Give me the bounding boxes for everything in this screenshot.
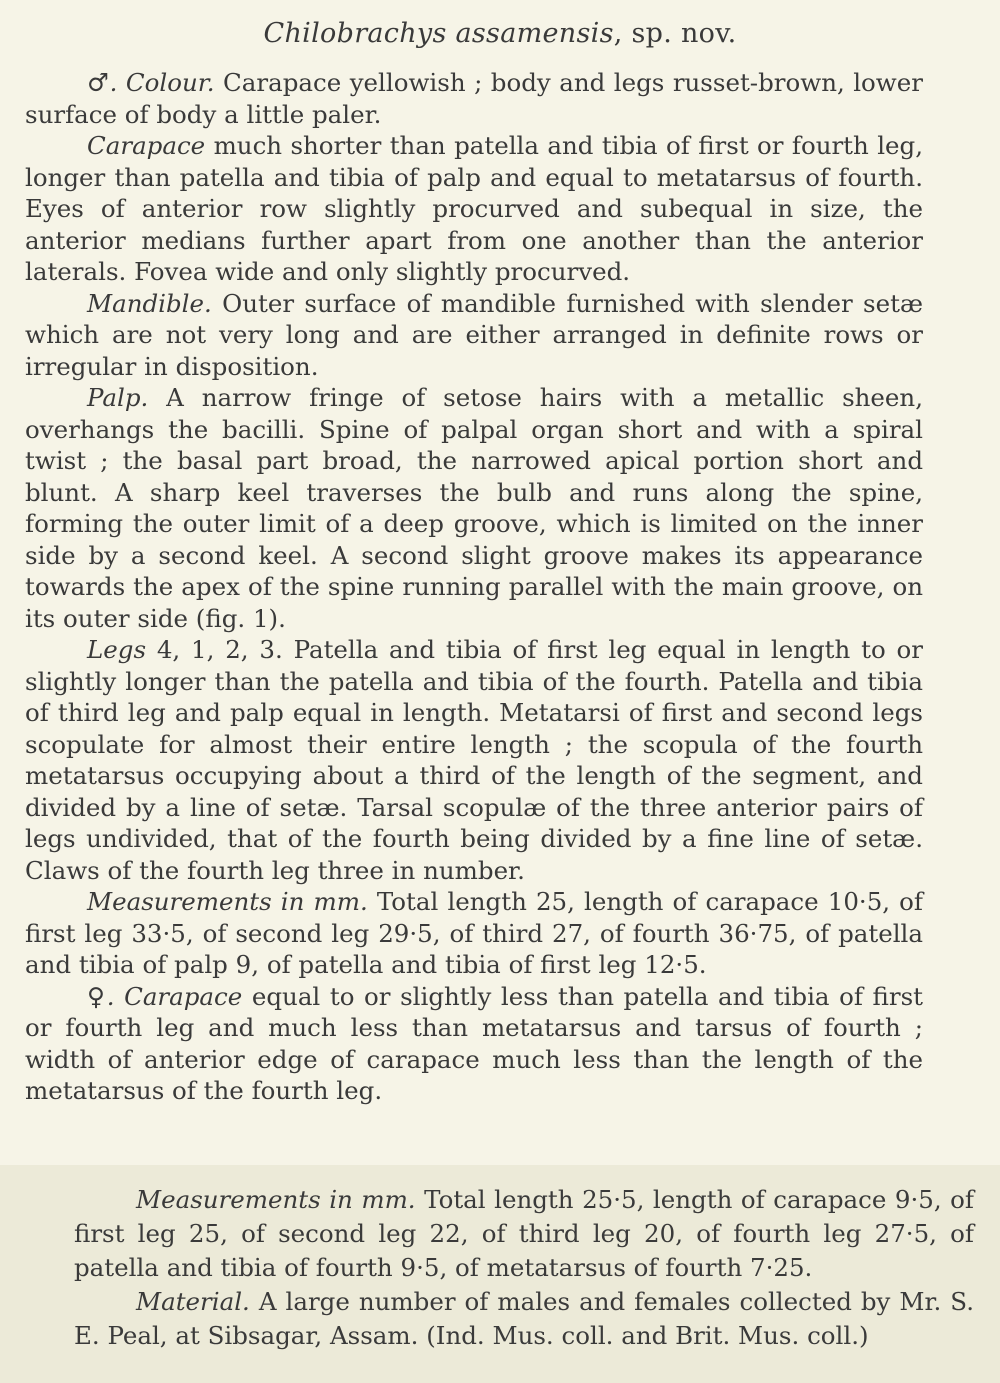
- paragraph-lead: Measurements in mm.: [136, 1185, 416, 1214]
- paragraph-mandible: [25, 288, 923, 383]
- paragraph-lead: Mandible.: [87, 288, 212, 318]
- paragraph-measurements-male: [25, 886, 923, 981]
- paragraph-body: Total length 25, length of carapace 10·5, of first leg 33·5, of second leg 29·5, of third 27, of fourth 36·75, of patella and tibia of palp 9, of patella and tibia of first leg 12·5.: [25, 887, 923, 979]
- paragraph-body: A narrow fringe of setose hairs with a metallic sheen, overhangs the bacilli. Spine of palpal organ short and with a spiral twist ; the basal part broad, the narrowed apical portion short and blunt. A sharp keel traverses the bulb and runs along the spine, forming the outer limit of a deep groove, which is limited on the inner side by a second keel. A second slight groove makes its appearance towards the apex of the spine running parallel with the main groove, on its outer side (fig. 1).: [25, 383, 923, 633]
- species-heading: [0, 18, 1000, 49]
- paragraph-lead: Material.: [136, 1287, 250, 1316]
- paragraph-palp: [25, 382, 923, 634]
- continuation-block: [74, 1183, 974, 1353]
- paragraph-material: [74, 1285, 974, 1353]
- paragraph-measurements-female: [74, 1183, 974, 1285]
- paragraph-colour: [25, 67, 923, 130]
- paragraph-body: much shorter than patella and tibia of first or fourth leg, longer than patella and tibia of palp and equal to metatarsus of fourth. Eyes of anterior row slightly procurved and subequal in size, the anterior medians further apart from one another than the anterior laterals. Fovea wide and only slightly procurved.: [25, 131, 923, 286]
- paragraph-body: A large number of males and females collected by Mr. S. E. Peal, at Sibsagar, Assam. (Ind. Mus. coll. and Brit. Mus. coll.): [74, 1287, 974, 1350]
- paragraph-body: equal to or slightly less than patella and tibia of first or fourth leg and much less than metatarsus and tarsus of fourth ; width of anterior edge of carapace much less than the length of the metatarsus of the fourth leg.: [25, 981, 923, 1105]
- paragraph-body: 4, 1, 2, 3. Patella and tibia of first leg equal in length to or slightly longer than the patella and tibia of the fourth. Patella and tibia of third leg and palp equal in length. Metatarsi of first and second legs scopulate for almost their entire length ; the scopula of the fourth metatarsus occupying about a third of the length of the segment, and divided by a line of setæ. Tarsal scopulæ of the three anterior pairs of legs undivided, that of the fourth being divided by a fine line of setæ. Claws of the fourth leg three in number.: [25, 635, 923, 885]
- paragraph-lead: Palp.: [87, 383, 149, 412]
- paragraph-body: Carapace yellowish ; body and legs russet-brown, lower surface of body a little paler.: [25, 68, 923, 129]
- paragraph-lead: Carapace: [87, 131, 206, 160]
- paragraph-body: Total length 25·5, length of carapace 9·5, of first leg 25, of second leg 22, of third leg 20, of fourth leg 27·5, of patella and tibia of fourth 9·5, of metatarsus of fourth 7·25.: [74, 1185, 974, 1282]
- description-block: [25, 67, 923, 1107]
- paragraph-body: Outer surface of mandible furnished with slender setæ which are not very long and are either arranged in definite rows or irregular in disposition.: [25, 288, 923, 381]
- species-name: Chilobrachys assamensis: [263, 18, 614, 49]
- paragraph-lead: Measurements in mm.: [87, 887, 368, 916]
- paragraph-legs: [25, 634, 923, 886]
- paragraph-lead: ♀. Carapace: [87, 981, 243, 1011]
- paragraph-lead: ♂. Colour.: [87, 68, 215, 97]
- paragraph-carapace: [25, 130, 923, 288]
- paragraph-lead: Legs: [87, 635, 147, 664]
- paragraph-female-carapace: [25, 981, 923, 1107]
- species-status: , sp. nov.: [613, 18, 737, 49]
